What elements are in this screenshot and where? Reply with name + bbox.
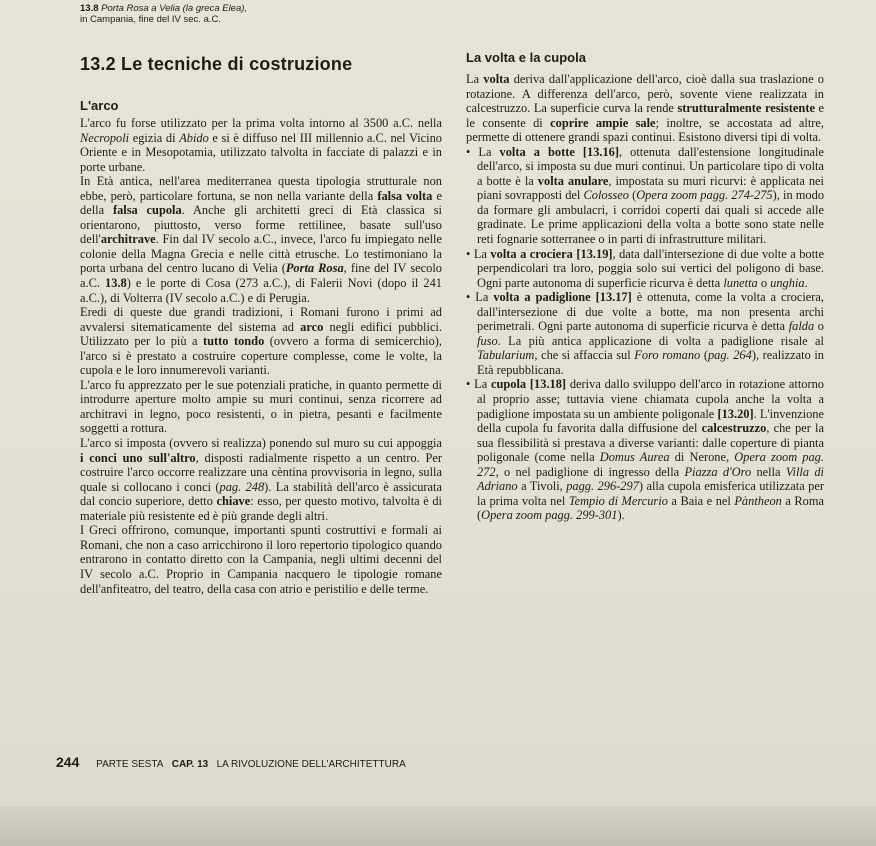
bullet-item: • La volta a botte [13.16], ottenuta dall'estensione longitudinale dell'arco, si imposta su due muri continui. Un particolare tipo di volta a botte è la volta anulare, impostata su muri ricurvi: è applicata nei piani sovrapposti del Colosseo (Opera zoom pagg. 274-275), in modo da formare gli ambulacri, i corridoi coperti dai quali si accede alle gradinate. Le prime applicazioni della volta a botte sono state nelle reti fognarie sotterranee o in parti di infrastrutture militari.: [466, 144, 825, 247]
heading-volta-cupola: La volta e la cupola: [466, 50, 586, 65]
paragraph: La volta deriva dall'applicazione dell'arco, cioè dalla sua traslazione o rotazione. A differenza dell'arco, però, sovente viene realizzata in calcestruzzo. La superficie curva la rende strutturalmente resistente e le consente di coprire ampie sale; inoltre, se accostata ad altre, permette di ottenere grandi spazi continui. Esistono diversi tipi di volta.: [466, 72, 825, 145]
paragraph: Eredi di queste due grandi tradizioni, i Romani furono i primi ad avvalersi sitematicamente del sistema ad arco negli edifici pubblici. Utilizzato per lo più a tutto tondo (ovvero a forma di semicerchio), l'arco si è prestato a costruire coperture complesse, come le volte, la cupola e le loro innumerevoli varianti.: [80, 305, 442, 378]
paragraph: L'arco si imposta (ovvero si realizza) ponendo sul muro su cui appoggia i conci uno sull'altro, disposti radialmente rispetto a un centro. Per costruire l'arco occorre realizzare una cèntina provvisoria in legno, sulla quale si collocano i conci (pag. 248). La stabilità dell'arco è assicurata dal concio superiore, detto chiave: esso, per questo motivo, talvolta è di materiale più resistente ed è più grande degli altri.: [80, 436, 442, 523]
footer-part: PARTE SESTA: [96, 759, 164, 770]
page-number: 244: [56, 754, 80, 770]
footer-chapter: CAP. 13: [171, 759, 209, 770]
right-column: [466, 50, 824, 523]
bullet-icon: •: [466, 377, 475, 392]
paragraph: L'arco fu apprezzato per le sue potenziali pratiche, in quanto permette di introdurre aperture molto ampie su muri continui, senza ricorrere ad architravi in legno, poco resistenti, o in pietra, pesanti e facilmente soggetti a rottura.: [80, 377, 442, 436]
heading-arco: L'arco: [80, 98, 119, 113]
figure-caption: [80, 3, 480, 25]
paragraph: I Greci offrirono, comunque, importanti spunti costruttivi e formali ai Romani, che non a caso arricchirono il loro repertorio tipologico quando entrarono in contatto diretto con la Campania, negli ultimi decenni del IV secolo a.C. Proprio in Campania nacquero le tipologie romane dell'anfiteatro, del teatro, della casa con atrio e peristilio e delle terme.: [80, 523, 442, 596]
caption-title: Porta Rosa a Velia (la greca Elea),: [101, 3, 248, 14]
caption-number: 13.8: [80, 3, 99, 14]
footer-chapter-title: LA RIVOLUZIONE DELL'ARCHITETTURA: [216, 759, 406, 770]
bullet-item: • La cupola [13.18] deriva dallo sviluppo dell'arco in rotazione attorno al proprio asse; tuttavia viene chiamata cupola anche la volta a padiglione impostata su un ambiente poligonale [13.20]. L'invenzione della cupola fu favorita dalla diffusione del calcestruzzo, che per la sua flessibilità si prestava a diverse varianti: dalle coperture di pianta poligonale (come nella Domus Aurea di Nerone, Opera zoom pag. 272, o nel padiglione di ingresso della Piazza d'Oro nella Villa di Adriano a Tivoli, pagg. 296-297) alla cupola emisferica utilizzata per la prima volta nel Tempio di Mercurio a Baia e nel Pàntheon a Roma (Opera zoom pagg. 299-301).: [466, 377, 824, 523]
page-footer: [56, 754, 406, 770]
bullet-item: • La volta a crociera [13.19], data dall'intersezione di due volte a botte perpendicolari tra loro, poggia solo sui vertici del poligono di base. Ogni parte autonoma di superficie ricurva è detta lunetta o unghia.: [466, 246, 825, 290]
bullet-item: • La volta a padiglione [13.17] è ottenuta, come la volta a crociera, dall'intersezione di due volte a botte, ma non presenta archi perimetrali. Ogni parte autonoma di superficie ricurva è detta falda o fuso. La più antica applicazione di volta a padiglione risale al Tabularium, che si affaccia sul Foro romano (pag. 264), realizzato in Età repubblicana.: [466, 290, 824, 377]
caption-subtitle: in Campania, fine del IV sec. a.C.: [80, 14, 221, 25]
left-column: [80, 98, 442, 596]
paragraph: In Età antica, nell'area mediterranea questa tipologia strutturale non ebbe, però, particolare fortuna, se non nella variante della falsa volta e della falsa cupola. Anche gli architetti greci di Età classica si orientarono, piuttosto, verso forme rettilinee, basate sull'uso dell'architrave. Fin dal IV secolo a.C., invece, l'arco fu impiegato nelle colonie della Magna Grecia e nelle città etrusche. Lo testimoniano la porta urbana del centro lucano di Velia (Porta Rosa, fine del IV secolo a.C. 13.8) e le porte di Cosa (273 a.C.), di Falerii Novi (dopo il 241 a.C.), di Volterra (IV secolo a.C.) e di Perugia.: [80, 174, 442, 305]
page-edge-shadow: [0, 806, 876, 846]
bullet-icon: •: [466, 144, 479, 159]
paragraph: L'arco fu forse utilizzato per la prima volta intorno al 3500 a.C. nella Necropoli egizia di Abido e si è diffuso nel III millennio a.C. nel Vicino Oriente e in Mesopotamia, utilizzato talvolta in facciate di palazzi e in porte urbane.: [80, 116, 442, 174]
bullet-icon: •: [466, 290, 476, 305]
section-title: 13.2 Le tecniche di costruzione: [80, 54, 353, 74]
bullet-icon: •: [466, 246, 474, 261]
